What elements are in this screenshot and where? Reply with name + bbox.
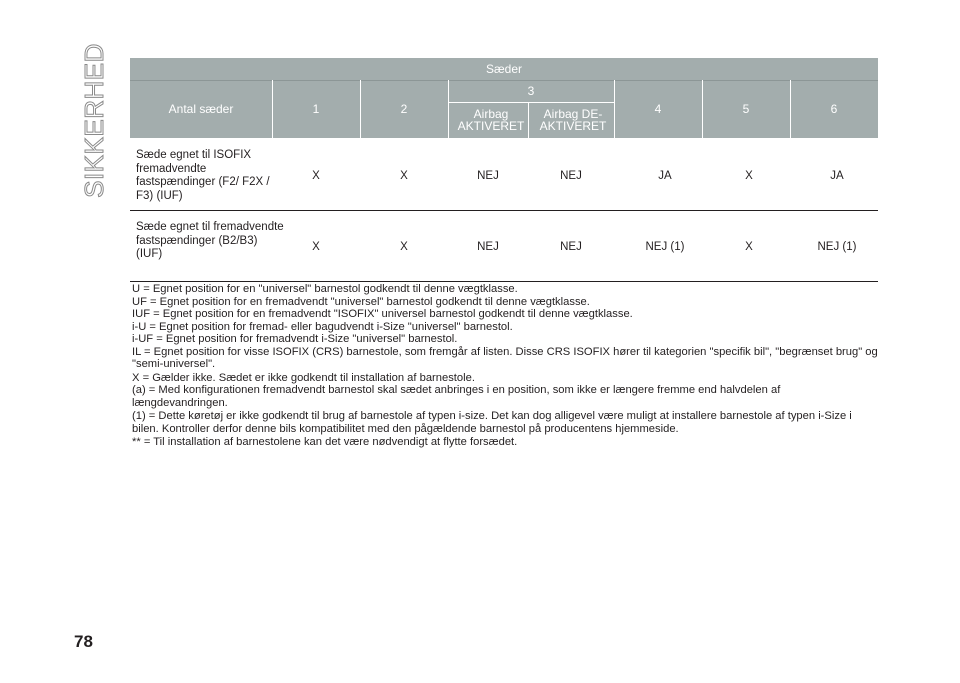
legend-notes bbox=[132, 283, 878, 449]
note-line: ** = Til installation af barnestolene kan det være nødvendigt at flytte forsædet. bbox=[132, 436, 518, 448]
col-header-6: 6 bbox=[830, 102, 838, 116]
page-number: 78 bbox=[74, 632, 93, 651]
table-title: Sæder bbox=[485, 62, 523, 76]
cell-value: X bbox=[400, 241, 408, 253]
table-row bbox=[130, 138, 878, 211]
note-line: X = Gælder ikke. Sædet er ikke godkendt til installation af barnestole. bbox=[132, 371, 475, 384]
row-label: Sæde egnet til fremadvendte fastspændinger (B2/B3) (IUF) bbox=[136, 221, 284, 260]
col-header-3: 3 bbox=[527, 84, 535, 98]
section-title-vertical bbox=[78, 43, 109, 198]
note-line: UF = Egnet position for en fremadvendt "universel" barnestol godkendt til denne vægtklasse. bbox=[132, 295, 590, 308]
cell-value: NEJ (1) bbox=[817, 241, 857, 253]
note-line: i-U = Egnet position for fremad- eller bagudvendt i-Size "universel" barnestol. bbox=[132, 320, 513, 333]
cell-value: X bbox=[400, 170, 408, 182]
note-line: U = Egnet position for en "universel" barnestol godkendt til denne vægtklasse. bbox=[132, 283, 518, 295]
col-header-3-airbag-off: Airbag DE-AKTIVERET bbox=[539, 107, 607, 133]
row-label: Sæde egnet til ISOFIX fremadvendte fastspændinger (F2/ F2X / F3) (IUF) bbox=[136, 149, 270, 202]
note-line: IUF = Egnet position for en fremadvendt "ISOFIX" universel barnestol godkendt til denne vægtklasse. bbox=[132, 308, 633, 320]
cell-value: NEJ (1) bbox=[645, 241, 685, 253]
cell-value: JA bbox=[830, 170, 844, 182]
cell-value: NEJ bbox=[477, 170, 499, 182]
cell-value: X bbox=[745, 170, 753, 182]
child-seat-table bbox=[130, 58, 878, 282]
note-line: (a) = Med konfigurationen fremadvendt barnestol skal sædet anbringes i en position, som ikke er længere fremme end halvdelen af længdevandringen. bbox=[132, 384, 781, 409]
table-row bbox=[130, 211, 878, 282]
col-header-4: 4 bbox=[654, 102, 662, 116]
cell-value: NEJ bbox=[560, 241, 582, 253]
note-line: (1) = Dette køretøj er ikke godkendt til brug af barnestole af typen i-size. Det kan dog alligevel være muligt at installere barnestole af typen i-Size i bilen. Kontroller derfor denne bils kompatibilitet med den pågældende barnestol på producentens hjemmeside. bbox=[132, 410, 852, 435]
cell-value: JA bbox=[658, 170, 672, 182]
note-line: IL = Egnet position for visse ISOFIX (CRS) barnestole, som fremgår af listen. Disse CRS ISOFIX hører til kategorien "specifik bil", "begrænset brug" og "semi-universel". bbox=[132, 345, 878, 370]
cell-value: NEJ bbox=[560, 170, 582, 182]
note-line: i-UF = Egnet position for fremadvendt i-Size "universel" barnestol. bbox=[132, 333, 458, 345]
table-header bbox=[130, 58, 878, 138]
col-header-2: 2 bbox=[400, 102, 408, 116]
col-header-5: 5 bbox=[742, 102, 750, 116]
col-header-3-airbag-on: Airbag AKTIVERET bbox=[457, 107, 525, 133]
cell-value: X bbox=[312, 241, 320, 253]
col-header-seats: Antal sæder bbox=[168, 102, 234, 116]
section-title: SIKKERHED bbox=[78, 43, 109, 198]
cell-value: X bbox=[312, 170, 320, 182]
cell-value: X bbox=[745, 241, 753, 253]
col-header-1: 1 bbox=[312, 102, 320, 116]
cell-value: NEJ bbox=[477, 241, 499, 253]
